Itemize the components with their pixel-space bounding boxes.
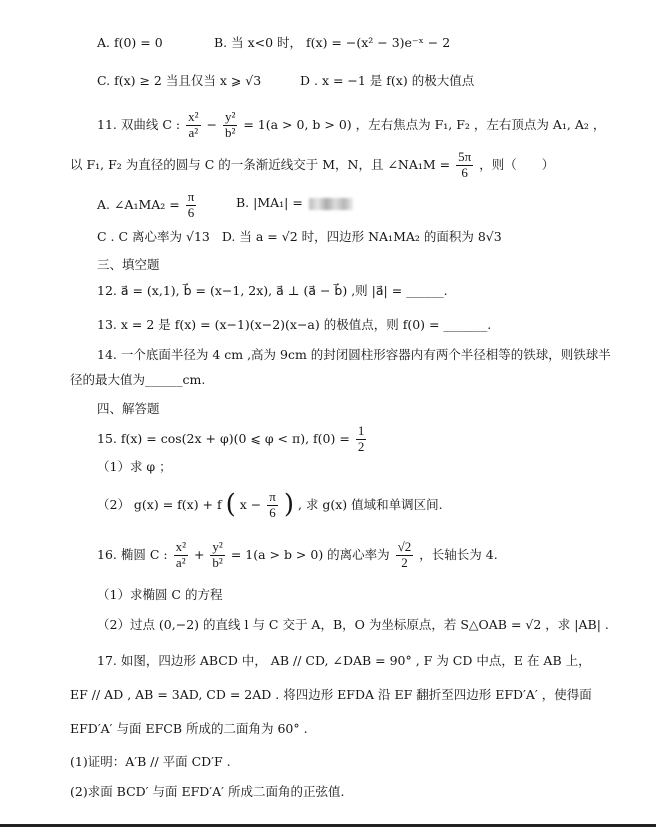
blurred-region [309, 198, 353, 210]
q12-text: 12. a⃗ = (x,1), b⃗ = (x−1, 2x), a⃗ ⊥ (a⃗ − b⃗) ,则 |a⃗| = ______. [97, 283, 448, 298]
q16-fraction-x2-a2: $\frac{\text{x²}}{\text{a²}}$ [175, 539, 186, 570]
q15-fraction-1-2: $\frac{1}{2}$ [357, 423, 365, 454]
q15-function-def: 15. f(x) = cos(2x + φ)(0 ⩽ φ < π), f(0) = [97, 430, 350, 446]
q14-line2: 径的最大值为______cm. [70, 372, 206, 387]
q11-option-c: C . C 离心率为 √13 [97, 229, 210, 244]
q11-option-a-label: A. ∠A₁MA₂ = [97, 196, 180, 212]
q11-fraction-5pi-6: $\frac{5\pi}{6}$ [458, 149, 472, 180]
q10-option-a: A. f(0) = 0 [97, 35, 163, 50]
q11-stem-label: 双曲线 C : [120, 116, 181, 132]
q16-fraction-y2-b2: $\frac{\text{y²}}{\text{b²}}$ [212, 539, 223, 570]
q15-part1: （1）求 φ ； [97, 459, 172, 474]
q11-answer-blank: ，则（ ） [479, 156, 555, 172]
q11-number: 11. [97, 116, 117, 132]
q16-part1: （1）求椭圆 C 的方程 [97, 587, 223, 602]
q11-fraction-x2-a2: $\frac{\text{x²}}{\text{a²}}$ [188, 109, 199, 140]
section-fill-in-title: 三、填空题 [97, 257, 160, 272]
q16-eccentricity-label: = 1(a > b > 0) 的离心率为 [230, 546, 390, 562]
q11-stem-line1 [97, 110, 605, 141]
q17-line3: EFD′A′ 与面 EFCB 所成的二面角为 60° . [70, 721, 308, 736]
q11-option-b [236, 196, 353, 210]
q11-option-d: D. 当 a = √2 时，四边形 NA₁MA₂ 的面积为 8√3 [221, 229, 502, 244]
q11-option-b-label: B. |MA₁| = [236, 195, 303, 210]
q15-head [97, 424, 368, 455]
q11-option-a [97, 190, 198, 221]
q11-minus-sign: − [206, 116, 217, 132]
q11-stem-line2 [70, 150, 554, 181]
q10-option-b: B. 当 x<0 时， f(x) = −(x² − 3)e⁻ˣ − 2 [214, 35, 451, 50]
q15-part2-head: （2） g(x) = f(x) + f [97, 496, 222, 512]
q16-tail: ，长轴长为 4. [419, 546, 498, 562]
q11-option-cd [97, 230, 502, 244]
q17-part1: (1)证明：A′B // 平面 CD′F . [70, 754, 231, 769]
page-bottom-border [0, 824, 656, 827]
q16-label: 16. 椭圆 C : [97, 546, 168, 562]
q15-part2-inner: x − [239, 496, 262, 512]
q16-head [97, 540, 498, 571]
q11-stem-tail: = 1(a > 0, b > 0) ，左右焦点为 F₁, F₂ ，左右顶点为 A₁, A₂ ， [243, 116, 606, 132]
q13-text: 13. x = 2 是 f(x) = (x−1)(x−2)(x−a) 的极值点，则 f(0) = _______. [97, 317, 492, 332]
q11-fraction-pi-6: $\frac{\pi}{6}$ [187, 189, 195, 220]
q11-stem-condition: 以 F₁, F₂ 为直径的圆与 C 的一条渐近线交于 M，N，且 ∠NA₁M = [70, 156, 451, 172]
q16-fraction-sqrt2-2: $\frac{√2}{2}$ [397, 539, 412, 570]
q16-part2: （2）过点 (0,−2) 的直线 l 与 C 交于 A，B，O 为坐标原点，若 S△OAB = √2 ，求 |AB| . [97, 617, 609, 632]
q15-part2-tail: , 求 g(x) 值域和单调区间. [297, 496, 443, 512]
q14-line1: 14. 一个底面半径为 4 cm ,高为 9cm 的封闭圆柱形容器内有两个半径相等的铁球，则铁球半 [97, 347, 611, 362]
q11-fraction-y2-b2: $\frac{\text{y²}}{\text{b²}}$ [224, 109, 236, 140]
q15-fraction-pi-6: $\frac{\pi}{6}$ [269, 489, 276, 520]
section-solutions-title: 四、解答题 [97, 401, 160, 416]
q17-line2: EF // AD , AB = 3AD, CD = 2AD . 将四边形 EFDA 沿 EF 翻折至四边形 EFD′A′ ，使得面 [70, 687, 592, 702]
q15-part2: （2） g(x) = f(x) + f ( x − $\frac{\pi}{6}$ ) , 求 g(x) 值域和单调区间. [97, 489, 443, 520]
q17-part2: (2)求面 BCD′ 与面 EFD′A′ 所成二面角的正弦值. [70, 784, 345, 799]
q10-option-d: D . x = −1 是 f(x) 的极大值点 [300, 73, 475, 88]
q17-line1: 17. 如图，四边形 ABCD 中， AB // CD, ∠DAB = 90° , F 为 CD 中点，E 在 AB 上， [97, 653, 591, 668]
q10-option-c: C. f(x) ≥ 2 当且仅当 x ⩾ √3 [97, 73, 262, 88]
q16-plus-sign: + [193, 546, 205, 562]
